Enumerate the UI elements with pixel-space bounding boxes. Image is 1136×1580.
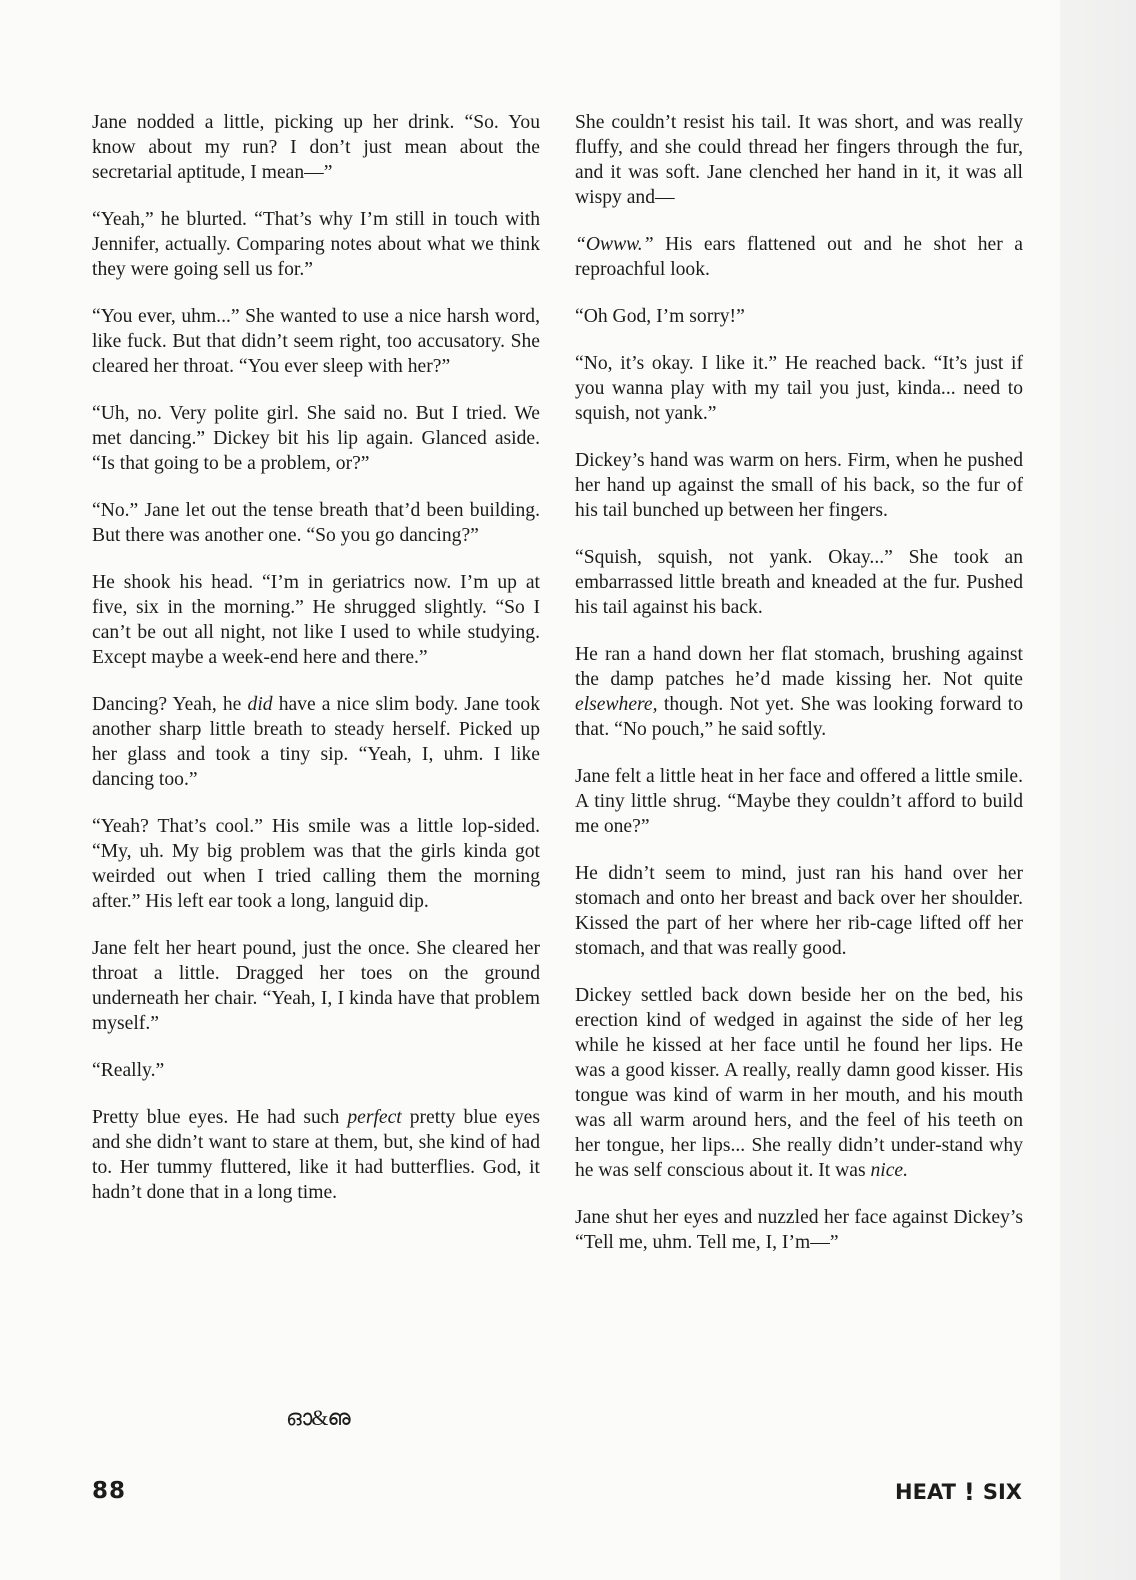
paragraph xyxy=(575,861,1023,961)
paragraph xyxy=(92,814,540,914)
text-run: pretty blue eyes and she didn’t want to stare at them, but, she kind of had to. Her tummy fluttered, like it had butterflies. God, it hadn’t done that in a long time. xyxy=(92,1107,540,1203)
paragraph xyxy=(92,498,540,548)
paragraph xyxy=(575,110,1023,210)
text-run: “Really.” xyxy=(92,1060,165,1081)
paragraph xyxy=(575,983,1023,1183)
italic-text: perfect xyxy=(347,1107,402,1128)
text-run: “Yeah? That’s cool.” His smile was a little lop-sided. “My, uh. My big problem was that the girls kinda got weirded out when I tried calling them the morning after.” His left ear took a long, languid dip. xyxy=(92,816,540,912)
italic-text: did xyxy=(247,694,273,715)
running-footer-title xyxy=(895,1478,1022,1506)
text-run: Jane felt her heart pound, just the once. She cleared her throat a little. Dragged her toes on the ground underneath her chair. “Yeah, I, I kinda have that problem myself.” xyxy=(92,938,540,1034)
brand-heat: HEAT xyxy=(895,1480,956,1504)
paragraph xyxy=(575,448,1023,523)
text-run: Jane nodded a little, picking up her drink. “So. You know about my run? I don’t just mean about the secretarial aptitude, I mean—” xyxy=(92,112,540,183)
right-column xyxy=(575,110,1023,1277)
text-run: “Yeah,” he blurted. “That’s why I’m still in touch with Jennifer, actually. Comparing notes about what we think they were going sell us for.” xyxy=(92,209,540,280)
page-edge-shadow xyxy=(1060,0,1136,1580)
brand-logo-icon: ! xyxy=(963,1478,975,1506)
paragraph xyxy=(575,351,1023,426)
text-run: have a nice slim body. Jane took another sharp little breath to steady herself. Picked up her glass and took a tiny sip. “Yeah, I, uhm. I like dancing too.” xyxy=(92,694,541,790)
paragraph xyxy=(575,304,1023,329)
text-run: Jane shut her eyes and nuzzled her face against Dickey’s “Tell me, uhm. Tell me, I, I’m—” xyxy=(575,1207,1023,1253)
text-run: He ran a hand down her flat stomach, brushing against the damp patches he’d made kissing her. Not quite xyxy=(575,644,1023,690)
paragraph xyxy=(92,304,540,379)
text-run: Dickey’s hand was warm on hers. Firm, when he pushed her hand up against the small of his back, so the fur of his tail bunched up between her fingers. xyxy=(575,450,1023,521)
text-run: “Squish, squish, not yank. Okay...” She took an embarrassed little breath and kneaded at the fur. Pushed his tail against his back. xyxy=(575,547,1023,618)
text-run: He didn’t seem to mind, just ran his hand over her stomach and onto her breast and back over her shoulder. Kissed the part of her where her rib-cage lifted off her stomach, and that was really good. xyxy=(575,863,1023,959)
paragraph xyxy=(92,1058,540,1083)
paragraph xyxy=(575,545,1023,620)
italic-text: elsewhere, xyxy=(575,694,658,715)
text-run: Dancing? Yeah, he xyxy=(92,694,248,715)
text-run: Jane felt a little heat in her face and offered a little smile. A tiny little shrug. “Maybe they couldn’t afford to build me one?” xyxy=(575,766,1023,837)
text-run: “No.” Jane let out the tense breath that’d been building. But there was another one. “So you go dancing?” xyxy=(92,500,540,546)
text-run: Pretty blue eyes. He had such xyxy=(92,1107,348,1128)
text-run: though. Not yet. She was looking forward to that. “No pouch,” he said softly. xyxy=(575,694,1023,740)
paragraph xyxy=(575,1205,1023,1255)
text-run: “No, it’s okay. I like it.” He reached back. “It’s just if you wanna play with my tail you just, kinda... need to squish, not yank.” xyxy=(575,353,1023,424)
text-run: Dickey settled back down beside her on the bed, his erection kind of wedged in against the side of her leg while he kissed at her face until he found her lips. He was a good kisser. A really, really damn good kisser. His tongue was kind of warm in her mouth, and his mouth was all warm around hers, and the feel of his teeth on her tongue, her lips... She really didn’t under-stand why he was self conscious about it. It was xyxy=(575,985,1023,1181)
paragraph xyxy=(92,692,540,792)
section-break-ornament: ഓ&ഌ xyxy=(286,1405,350,1430)
brand-six: SIX xyxy=(982,1480,1022,1504)
text-run: His ears flattened out and he shot her a reproachful look. xyxy=(575,234,1023,280)
page-number: 88 xyxy=(92,1478,127,1504)
italic-text: “Owww.” xyxy=(575,234,654,255)
paragraph xyxy=(92,110,540,185)
paragraph xyxy=(575,642,1023,742)
paragraph xyxy=(92,401,540,476)
text-run: “You ever, uhm...” She wanted to use a nice harsh word, like fuck. But that didn’t seem right, too accusatory. She cleared her throat. “You ever sleep with her?” xyxy=(92,306,540,377)
paragraph xyxy=(575,764,1023,839)
text-run: She couldn’t resist his tail. It was short, and was really fluffy, and she could thread her fingers through the fur, and it was soft. Jane clenched her hand in it, it was all wispy and— xyxy=(575,112,1023,208)
paragraph xyxy=(92,207,540,282)
left-column xyxy=(92,110,540,1227)
paragraph xyxy=(92,936,540,1036)
paragraph xyxy=(92,1105,540,1205)
italic-text: nice. xyxy=(870,1160,909,1181)
text-run: “Uh, no. Very polite girl. She said no. But I tried. We met dancing.” Dickey bit his lip again. Glanced aside. “Is that going to be a problem, or?” xyxy=(92,403,540,474)
paragraph xyxy=(575,232,1023,282)
text-run: “Oh God, I’m sorry!” xyxy=(575,306,745,327)
text-run: He shook his head. “I’m in geriatrics now. I’m up at five, six in the morning.” He shrugged slightly. “So I can’t be out all night, not like I used to while studying. Except maybe a week-end here and there.” xyxy=(92,572,540,668)
paragraph xyxy=(92,570,540,670)
